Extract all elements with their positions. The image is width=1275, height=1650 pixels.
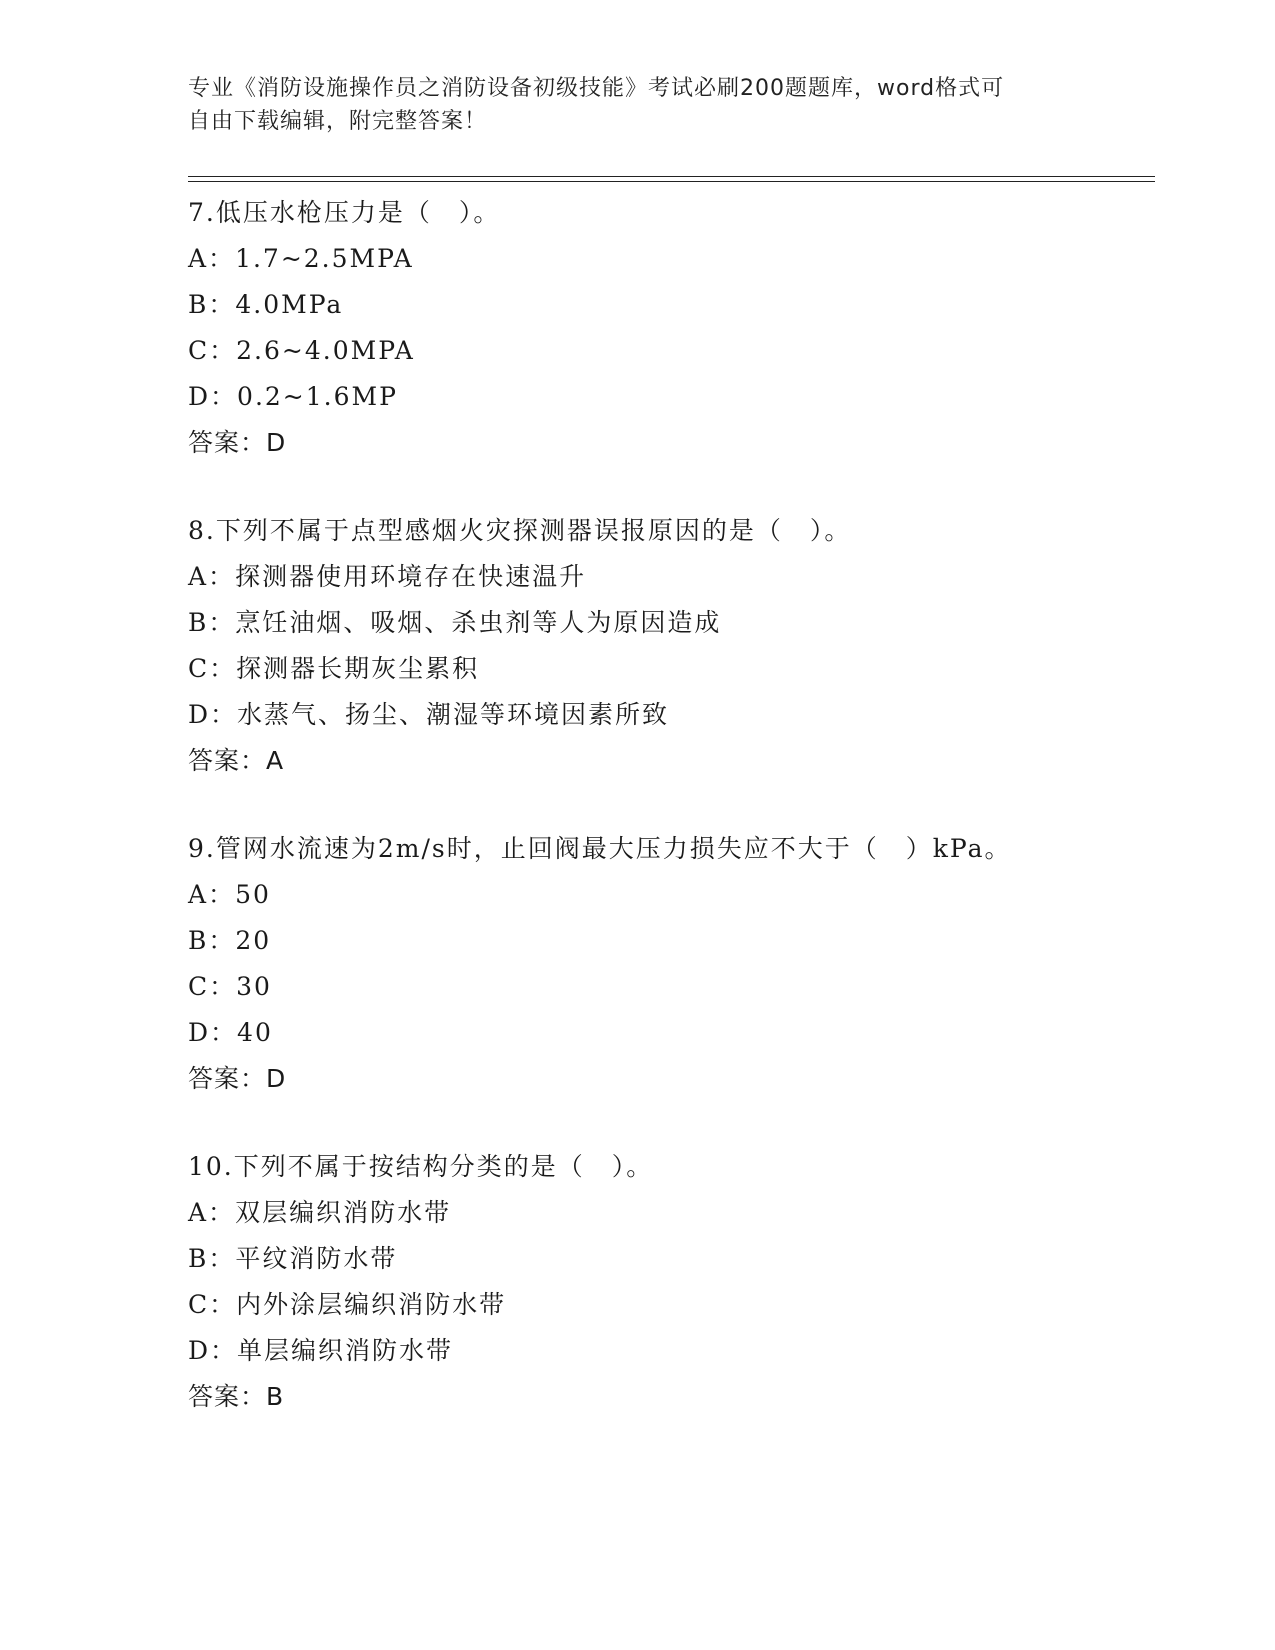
option-c — [188, 1282, 1148, 1328]
question-stem: 9.管网水流速为2m/s时，止回阀最大压力损失应不大于（ ）kPa。 — [188, 834, 1012, 863]
question-stem: 10.下列不属于按结构分类的是（ ）。 — [188, 1152, 654, 1181]
option-key: C： — [188, 1290, 237, 1319]
option-text: 单层编织消防水带 — [237, 1336, 454, 1365]
option-text: 平纹消防水带 — [235, 1244, 398, 1273]
option-key: D： — [188, 1336, 238, 1365]
header-divider-bottom — [188, 181, 1155, 182]
option-c — [188, 964, 1148, 1010]
header-line-1: 专业《消防设施操作员之消防设备初级技能》考试必刷200题题库，word格式可 — [188, 76, 1005, 101]
option-a — [188, 872, 1148, 918]
option-d — [188, 1010, 1148, 1056]
option-key: A： — [188, 562, 236, 591]
option-text: 4.0MPa — [235, 290, 344, 319]
option-key: B： — [188, 290, 236, 319]
question-list — [188, 190, 1148, 1420]
option-b — [188, 282, 1148, 328]
option-text: 1.7~2.5MPA — [235, 244, 414, 273]
answer-line: 答案：D — [188, 428, 287, 457]
option-a — [188, 554, 1148, 600]
option-key: D： — [188, 700, 238, 729]
option-text: 40 — [237, 1018, 273, 1047]
option-d — [188, 1328, 1148, 1374]
option-a — [188, 1190, 1148, 1236]
question-7 — [188, 190, 1148, 466]
option-key: B： — [188, 608, 236, 637]
option-key: C： — [188, 972, 237, 1001]
option-key: D： — [188, 382, 238, 411]
option-b — [188, 1236, 1148, 1282]
answer-line: 答案：D — [188, 1064, 287, 1093]
header-line-2: 自由下载编辑，附完整答案！ — [188, 109, 488, 134]
option-key: B： — [188, 1244, 236, 1273]
option-key: A： — [188, 1198, 236, 1227]
option-c — [188, 646, 1148, 692]
option-text: 30 — [236, 972, 272, 1001]
option-text: 内外涂层编织消防水带 — [236, 1290, 507, 1319]
option-a — [188, 236, 1148, 282]
option-d — [188, 692, 1148, 738]
option-text: 探测器使用环境存在快速温升 — [235, 562, 587, 591]
option-d — [188, 374, 1148, 420]
option-key: A： — [188, 880, 236, 909]
option-text: 0.2~1.6MP — [237, 382, 398, 411]
answer-line: 答案：A — [188, 746, 285, 775]
option-b — [188, 918, 1148, 964]
option-text: 20 — [235, 926, 272, 955]
option-text: 水蒸气、扬尘、潮湿等环境因素所致 — [237, 700, 670, 729]
option-text: 双层编织消防水带 — [235, 1198, 452, 1227]
option-b — [188, 600, 1148, 646]
option-c — [188, 328, 1148, 374]
option-text: 烹饪油烟、吸烟、杀虫剂等人为原因造成 — [235, 608, 722, 637]
answer-line: 答案：B — [188, 1382, 285, 1411]
document-header — [188, 72, 1068, 138]
option-text: 50 — [235, 880, 271, 909]
question-9 — [188, 826, 1148, 1102]
option-text: 探测器长期灰尘累积 — [236, 654, 480, 683]
question-stem: 8.下列不属于点型感烟火灾探测器误报原因的是（ ）。 — [188, 516, 852, 545]
option-key: A： — [188, 244, 236, 273]
question-10 — [188, 1144, 1148, 1420]
option-key: D： — [188, 1018, 238, 1047]
header-divider-top — [188, 176, 1155, 177]
question-stem: 7.低压水枪压力是（ ）。 — [188, 198, 501, 227]
option-key: B： — [188, 926, 236, 955]
question-8 — [188, 508, 1148, 784]
option-text: 2.6~4.0MPA — [236, 336, 415, 365]
option-key: C： — [188, 654, 237, 683]
option-key: C： — [188, 336, 237, 365]
